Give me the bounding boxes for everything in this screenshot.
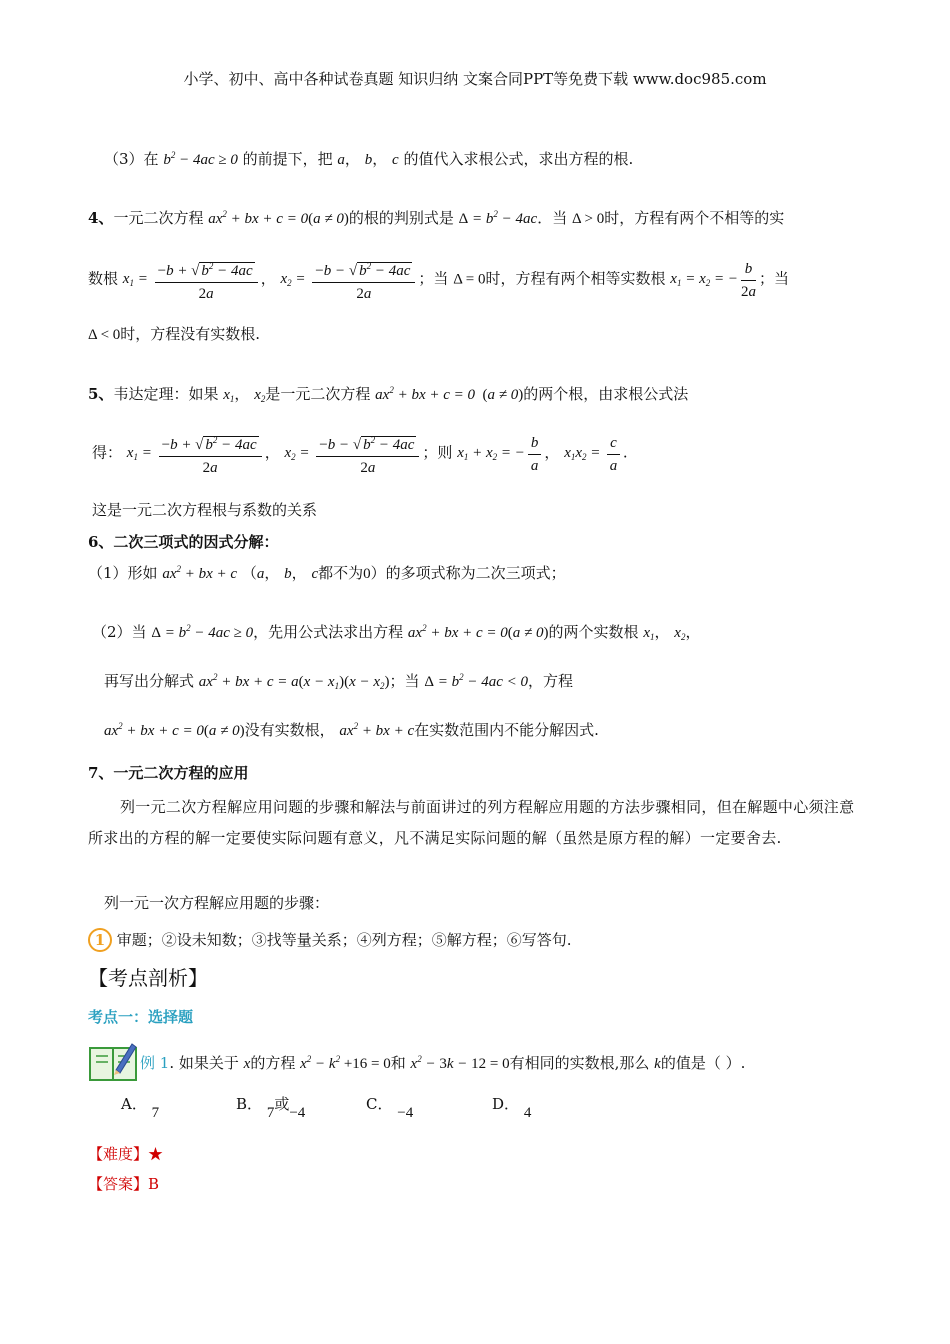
math-delta-negative: Δ < 0 bbox=[88, 327, 121, 343]
math-double-root: $x_1 = x_2$ = − $\frac{b}{2a}$ bbox=[670, 260, 756, 300]
analysis-title: 【考点剖析】 bbox=[88, 966, 208, 990]
math-sum-of-roots: $x_1 + x_2$ = − $\frac{b}{a}$ bbox=[457, 445, 544, 461]
section-5-note: 这是一元二次方程根与系数的关系 bbox=[92, 501, 318, 519]
section-7-steps-intro: 列一元一次方程解应用题的步骤： bbox=[104, 894, 330, 912]
option-b[interactable]: B． 7或−4 bbox=[236, 1095, 306, 1121]
section-6-p2: （2）当 $\Delta = b^2 - 4ac \ge 0$，先用公式法求出方程 $ax^2$ + bx + c = 0(a ≠ 0)的两个实数根 $x_1$， $x_2$， bbox=[92, 623, 701, 642]
section-5-line2: 得： $x_1$ = $\frac{-b + √ b^2 - 4ac}{2a}$ ， $x_2$ = $\frac{-b - √ b^2 - 4ac}{2a}$ ；则 $x_1 + x_2$ = − $\frac{b}{a}$ ， $x_1x_2$ = $\frac{c}{a}$ . bbox=[92, 430, 628, 478]
kaodian-1-title: 考点一：选择题 bbox=[88, 1008, 194, 1026]
math-product-of-roots: $x_1x_2$ = $\frac{c}{a}$ bbox=[564, 445, 623, 461]
section-number: 5、 bbox=[88, 385, 114, 403]
section-6-p1: （1）形如 $ax^2$ + bx + c （a， b， c都不为0）的多项式称为二次三项式； bbox=[88, 564, 566, 582]
section-7-title: 7、一元二次方程的应用 bbox=[88, 764, 249, 782]
section-5-line1: 5、韦达定理：如果 $x_1$， $x_2$是一元二次方程 $ax^2$ + bx + c = 0 (a ≠ 0)的两个根，由求根公式法 bbox=[88, 385, 689, 404]
text: （3）在 bbox=[104, 150, 159, 168]
section-7-steps: 1 审题；②设未知数；③找等量关系；④列方程；⑤解方程；⑥写答句. bbox=[88, 928, 572, 952]
answer: 【答案】B bbox=[88, 1175, 160, 1193]
math-b: b bbox=[364, 152, 373, 168]
section-6-p4: $ax^2$ + bx + c = 0(a ≠ 0)没有实数根， $ax^2$ + bx + c在实数范围内不能分解因式. bbox=[104, 721, 599, 739]
section-7-paragraph: 列一元二次方程解应用问题的步骤和解法与前面讲过的列方程解应用题的方法步骤相同，但在解题中心须注意所求出的方程的解一定要使实际问题有意义，凡不满足实际问题的解（虽然是原方程的解）一定要舍去. bbox=[88, 798, 855, 847]
star-icon: ★ bbox=[148, 1145, 164, 1163]
text: 的前提下，把 bbox=[242, 150, 333, 168]
example-1: 例 1. 如果关于 x的方程 $x^2 - k^2 +16 = 0$和 $x^2 - 3k - 12 = 0$有相同的实数根,那么 k的值是（ ）. bbox=[140, 1054, 746, 1072]
circled-one-icon: 1 bbox=[88, 928, 112, 952]
difficulty: 【难度】★ bbox=[88, 1145, 164, 1163]
section-4-line1: 4、一元二次方程 $ax^2$ + bx + c = 0(a ≠ 0)的根的判别式是 $\Delta = b^2 - 4ac$．当 Δ > 0时，方程有两个不相等的实 bbox=[88, 209, 785, 227]
math-a: a bbox=[337, 152, 345, 168]
text: 的值代入求根公式，求出方程的根. bbox=[403, 150, 634, 168]
math-root-x2: $x_2$ = $\frac{-b - √ b^2 - 4ac}{2a}$ bbox=[285, 445, 423, 461]
option-d[interactable]: D． 4 bbox=[492, 1095, 532, 1121]
math-delta-zero: Δ = 0 bbox=[453, 271, 486, 288]
step-3-line: （3）在 $b^2 - 4ac \ge 0$ 的前提下，把 a， b， c 的值代入求根公式，求出方程的根. bbox=[104, 150, 634, 168]
math-c: c bbox=[392, 152, 399, 168]
section-4-line2: 数根 $x_1$ = $\frac{-b + √ b^2 - 4ac}{2a}$ ， $x_2$ = $\frac{-b - √ b^2 - 4ac}{2a}$ ；当 Δ = 0时，方程有两个相等实数根 $x_1 = x_2$ = − $\frac{b}{2a}$ ；当 bbox=[88, 256, 789, 304]
book-pencil-icon bbox=[88, 1040, 138, 1082]
section-6-title: 6、二次三项式的因式分解： bbox=[88, 533, 279, 551]
option-a[interactable]: A． 7 bbox=[121, 1095, 160, 1121]
example-label: 例 1 bbox=[140, 1054, 170, 1072]
section-number: 4、 bbox=[88, 209, 114, 227]
math-discriminant-condition: $b^2 - 4ac \ge 0$ bbox=[163, 150, 238, 168]
section-6-p3: 再写出分解式 $ax^2$ + bx + $c = a(x - x_1)(x - x_2)$；当 $\Delta = b^2 - 4ac < 0$，方程 bbox=[104, 672, 574, 691]
math-quadratic-equation: $ax^2$ + bx + c = 0 (a ≠ 0) bbox=[375, 385, 524, 403]
page-header: 小学、初中、高中各种试卷真题 知识归纳 文案合同PPT等免费下载 www.doc985.com bbox=[183, 70, 767, 88]
math-delta-positive: Δ > 0 bbox=[571, 211, 605, 227]
option-c[interactable]: C． −4 bbox=[366, 1095, 414, 1121]
math-root-x2: $x_2$ = $\frac{-b - √ b^2 - 4ac}{2a}$ bbox=[281, 271, 419, 287]
section-4-line3: Δ < 0时，方程没有实数根. bbox=[88, 325, 261, 343]
math-root-x1: $x_1$ = $\frac{-b + √ b^2 - 4ac}{2a}$ bbox=[123, 271, 261, 287]
math-root-x1: $x_1$ = $\frac{-b + √ b^2 - 4ac}{2a}$ bbox=[127, 445, 265, 461]
math-discriminant: $\Delta = b^2 - 4ac$ bbox=[458, 209, 538, 227]
math-quadratic-equation: $ax^2$ + bx + c = 0(a ≠ 0) bbox=[208, 209, 349, 227]
